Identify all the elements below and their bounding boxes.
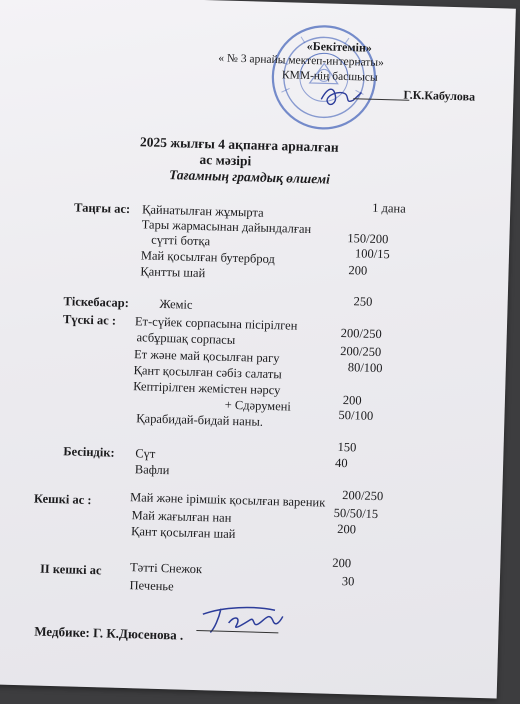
- menu-measure-title: Тағамның грамдық өлшемі: [168, 167, 331, 187]
- menu-amount: 150: [337, 439, 357, 455]
- menu-amount: 50/100: [338, 407, 374, 423]
- menu-item: Қайнатылған жұмырта: [141, 202, 264, 220]
- menu-amount: 30: [341, 574, 355, 589]
- menu-item: Қант қосылған сәбіз салаты: [133, 363, 282, 382]
- menu-amount: 200/250: [342, 488, 384, 504]
- lunch-label: Түскі ас :: [62, 312, 117, 328]
- dinner-label: Кешкі ас :: [33, 491, 92, 508]
- menu-amount: 200: [332, 555, 352, 571]
- menu-item: Жеміс: [159, 296, 193, 312]
- menu-item: Май жағылған нан: [131, 508, 232, 525]
- menu-item: Май және ірімшік қосылған вареник: [129, 490, 326, 510]
- menu-item: Қант қосылған шай: [130, 524, 236, 542]
- menu-item: асбұршақ сорпасы: [136, 330, 236, 348]
- menu-item: Ет-сүйек сорпасына пісірілген: [134, 314, 298, 333]
- menu-amount: 150/200: [347, 231, 389, 247]
- menu-item: Кептірілген жемістен нәрсу: [132, 379, 281, 398]
- menu-amount: 200: [337, 521, 357, 537]
- menu-amount: 200: [342, 393, 362, 408]
- school-line: « № 3 арнайы мектеп-интернаты»: [218, 52, 385, 70]
- menu-amount: 200: [348, 263, 368, 278]
- menu-amount: 100/15: [354, 246, 390, 262]
- menu-item: Печенье: [129, 578, 174, 594]
- snack-label: Тіскебасар:: [63, 294, 130, 311]
- menu-item: Қарабидай-бидай наны.: [136, 411, 264, 429]
- approved-label: «Бекітемін»: [306, 38, 373, 55]
- menu-item: Вафли: [134, 462, 170, 478]
- menu-amount: 40: [334, 455, 348, 471]
- menu-amount: 1 дана: [372, 200, 406, 216]
- second-dinner-label: ІІ кешкі ас: [39, 561, 102, 578]
- menu-amount: 200/250: [340, 325, 382, 342]
- kmm-line: КММ-нің басшысы: [281, 69, 378, 84]
- menu-item: + Сдәрумені: [224, 397, 292, 414]
- menu-item: Қантты шай: [140, 264, 206, 281]
- menu-amount: 50/50/15: [333, 505, 379, 522]
- menu-item: Сүт: [135, 446, 156, 461]
- menu-subtitle: ас мәзірі: [199, 151, 252, 169]
- director-signature: [315, 81, 386, 113]
- menu-item: Тары жармасынан дайындалған: [141, 217, 312, 237]
- menu-item: Май қосылған бутерброд: [140, 248, 276, 267]
- menu-item: Тәтті Снежок: [129, 560, 203, 577]
- nurse-label: Медбике: Г. К.Дюсенова .: [34, 623, 184, 643]
- menu-item: сүтті ботқа: [151, 232, 211, 249]
- menu-amount: 200/250: [340, 343, 382, 360]
- director-name: Г.К.Кабулова: [403, 87, 476, 104]
- menu-item: Ет және май қосылған рагу: [133, 347, 280, 366]
- breakfast-label: Таңғы ас:: [73, 200, 131, 217]
- menu-amount: 250: [353, 294, 373, 309]
- menu-amount: 80/100: [347, 360, 383, 376]
- nurse-signature: [192, 600, 293, 643]
- afternoon-label: Бесіндік:: [63, 444, 115, 460]
- menu-title: 2025 жылғы 4 ақпанға арналған: [139, 134, 339, 155]
